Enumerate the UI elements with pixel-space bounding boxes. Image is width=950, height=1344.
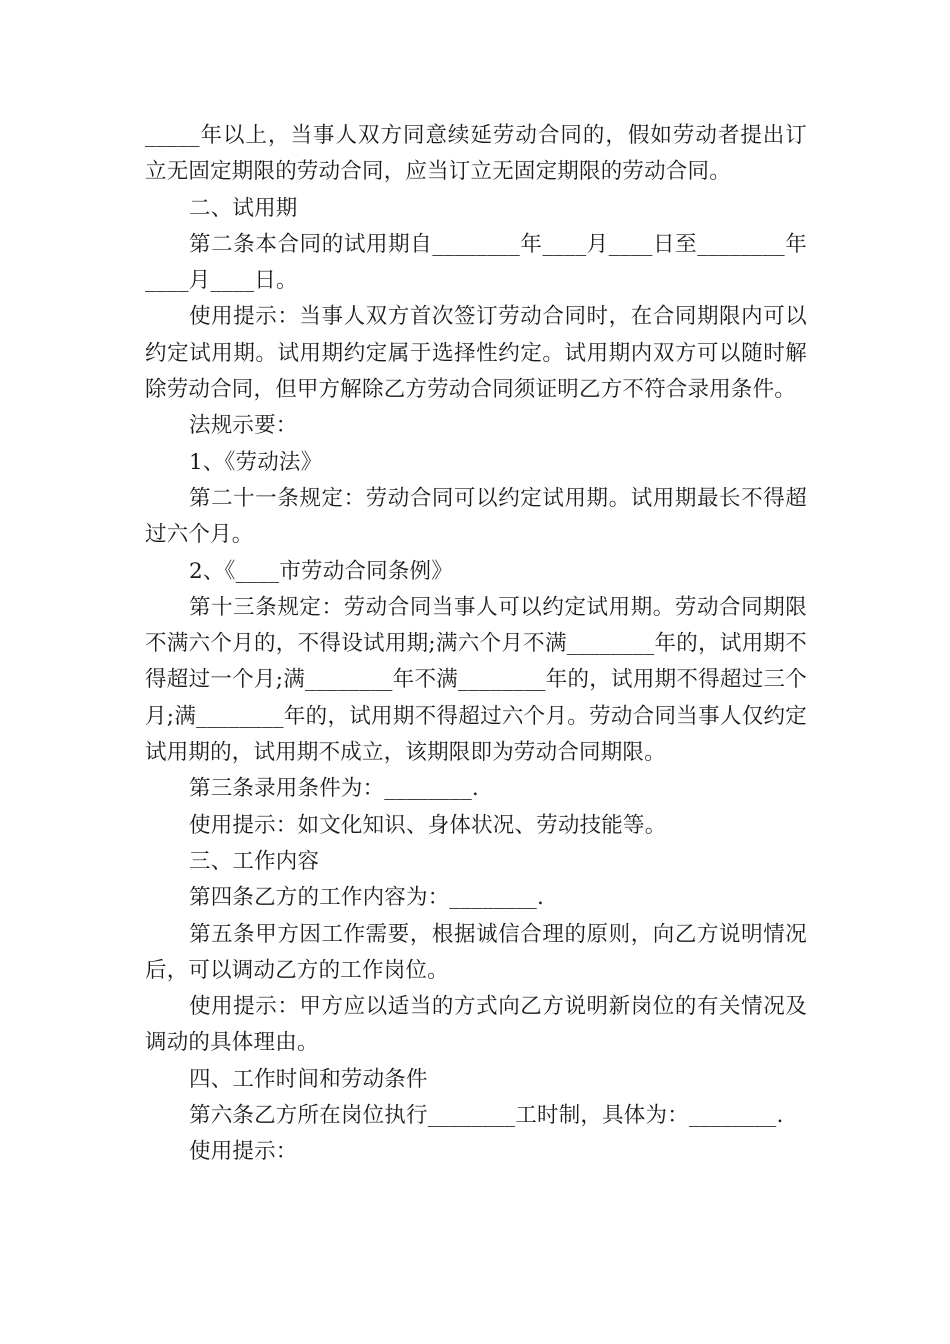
article-3-hiring-conditions: 第三条录用条件为：________. <box>189 776 479 802</box>
article-4-job-content: 第四条乙方的工作内容为：________. <box>189 885 545 911</box>
regulations-heading: 法规示要： <box>189 413 298 439</box>
section-heading-probation: 二、试用期 <box>189 195 298 221</box>
usage-tip-working-hours: 使用提示： <box>189 1139 298 1165</box>
section-heading-job-content: 三、工作内容 <box>189 848 320 874</box>
article-21: 第二十一条规定：劳动合同可以约定试用期。试用期最长不得超过六个月。 <box>145 485 807 548</box>
regulation-city-contract-ordinance: 2、《____市劳动合同条例》 <box>189 558 453 584</box>
usage-tip-hiring-conditions: 使用提示：如文化知识、身体状况、劳动技能等。 <box>189 812 667 838</box>
article-5-job-transfer: 第五条甲方因工作需要，根据诚信合理的原则，向乙方说明情况后，可以调动乙方的工作岗位。 <box>145 921 807 983</box>
article-6-working-hours: 第六条乙方所在岗位执行________工时制，具体为：________. <box>189 1103 784 1129</box>
regulation-labor-law: 1、《劳动法》 <box>189 449 323 475</box>
usage-tip-job-transfer: 使用提示：甲方应以适当的方式向乙方说明新岗位的有关情况及调动的具体理由。 <box>145 994 807 1056</box>
document-body <box>145 118 807 1171</box>
usage-tip-probation: 使用提示：当事人双方首次签订劳动合同时，在合同期限内可以约定试用期。试用期约定属于选择性约定。试用期内双方可以随时解除劳动合同，但甲方解除乙方劳动合同须证明乙方不符合录用条件。 <box>145 304 807 403</box>
article-2-probation-period: 第二条本合同的试用期自________年____月____日至________年____月____日。 <box>145 231 807 294</box>
section-heading-working-hours: 四、工作时间和劳动条件 <box>189 1066 428 1092</box>
article-13: 第十三条规定：劳动合同当事人可以约定试用期。劳动合同期限不满六个月的，不得设试用期;满六个月不满________年的，试用期不得超过一个月;满________年不满________年的，试用期不得超过三个月;满________年的，试用期不得超过六个月。劳动合同当事人仅约定试用期的，试用期不成立，该期限即为劳动合同期限。 <box>145 594 807 766</box>
paragraph-continuation: _____年以上，当事人双方同意续延劳动合同的，假如劳动者提出订立无固定期限的劳动合同，应当订立无固定期限的劳动合同。 <box>145 123 807 185</box>
